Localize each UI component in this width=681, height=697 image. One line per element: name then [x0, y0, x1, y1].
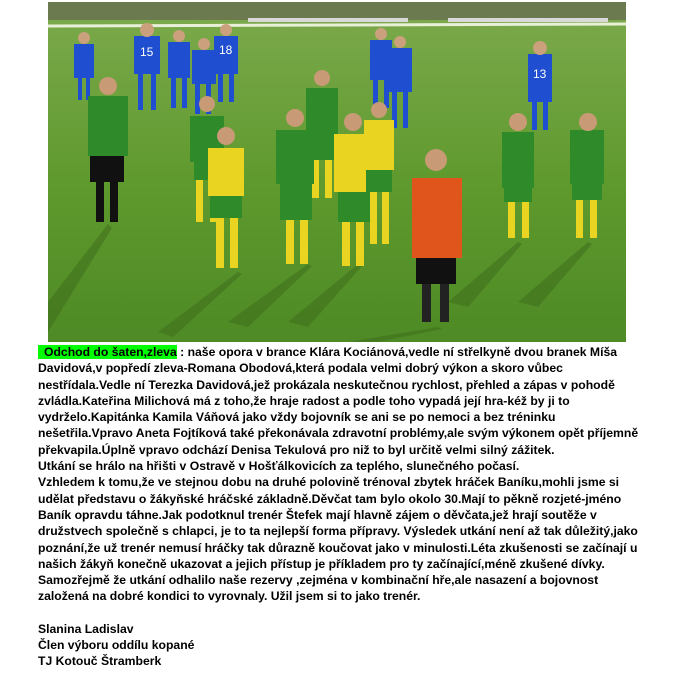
team-photo [48, 2, 626, 342]
coach-report-paragraph: Vzhledem k tomu,že ve stejnou dobu na druhé polovině trénoval zbytek hráček Baníku,mohli jsme si udělat představu o žákyňské hráčské základně.Děvčat tam bylo okolo 30.Mají to pěkně rozjeté-jméno Baník opravdu táhne.Jak podotknul trenér Štefek mají hlavně zájem o děvčata,jež hrají soutěže v družstvech společně s chlapci, je to ta nejlepší forma přípravy. Výsledek utkání není až tak důležitý,jako poznání,že už trenér nemusí hráčky tak důrazně koučovat jako v minulosti.Léta zkušenosti se začínají u našich žákyň konečně ukazovat a jejich přístup je příkladem pro ty začínající,méně zkušené dívky. Samozřejmě že utkání odhalilo naše rezervy ,zejména v kombinační hře,ale nasazení a bojovnost založená na dobré kondici to vyrovnaly. Užil jsem si to jako trenér. [38, 475, 638, 604]
pitch-line [48, 24, 626, 26]
pitch-fence [448, 18, 608, 22]
signature-club: TJ Kotouč Štramberk [38, 654, 162, 669]
jersey-number: 13 [533, 67, 547, 81]
jersey-number: 18 [219, 43, 233, 57]
article-text [38, 344, 648, 670]
caption-text: : naše opora v brance Klára Kociánová,vedle ní střelkyně dvou branek Míša Davidová,v popředí zleva-Romana Obodová,která podala velmi dobrý výkon a skoro vůbec nestřídala.Vedle ní Terezka Davidová,jež prokázala neskutečnou rychlost, přehled a zápas v pohodě zvládla.Kateřina Milichová má z toho,že hraje radost a podle toho vypadá její hra-kéž by ji to vydrželo.Kapitánka Kamila Váňová jako vždy bojovník se ani se po nemoci a bez tréninku nešetřila.Vpravo Aneta Fojtíková také překonávala zdravotní problémy,ale svým výkonem opět příjemně překvapila.Úplně vpravo odchází Denisa Tekulová pro niž to byl určitě velmi silný zážitek. [38, 345, 639, 457]
jersey-number: 15 [140, 45, 154, 59]
photo-caption-paragraph [38, 344, 648, 458]
match-location-paragraph: Utkání se hrálo na hřišti v Ostravě v Hošťálkovicích za teplého, slunečného počasí. [38, 459, 520, 474]
signature-name: Slanina Ladislav [38, 621, 134, 636]
pitch-fence [248, 18, 408, 22]
signature-role: Člen výboru oddílu kopané [38, 638, 195, 653]
highlight-label: Odchod do šaten,zleva [38, 345, 177, 359]
